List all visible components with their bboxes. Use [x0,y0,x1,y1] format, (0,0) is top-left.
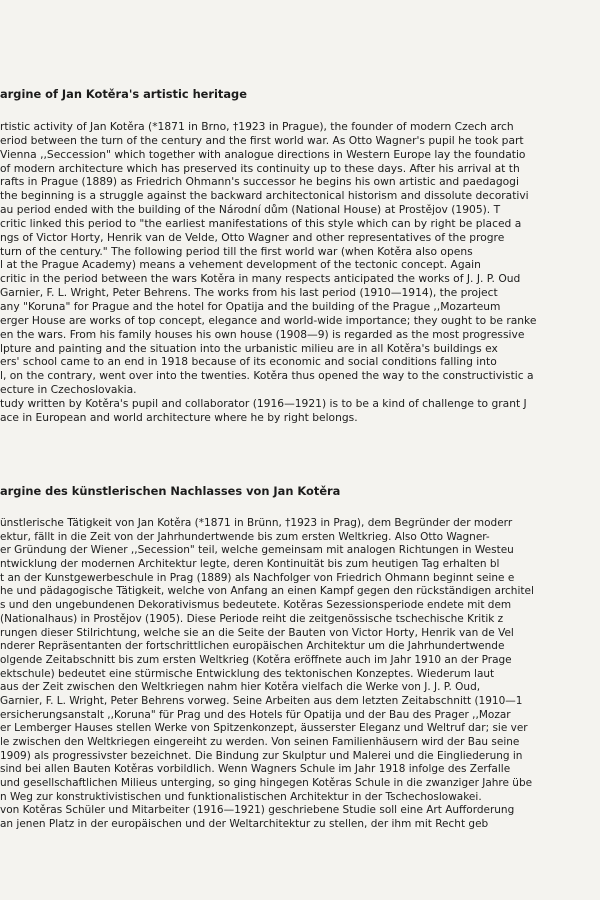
text-line: erger House are works of top concept, elegance and world-wide importance; they ought to be ranke [0,313,537,327]
text-line: critic in the period between the wars Kotěra in many respects anticipated the works of J. J. P. Oud [0,272,521,286]
text-line: und gesellschaftlichen Milieus unterging, so ging hingegen Kotěras Schule in die zwanziger Jahre übe [0,777,533,790]
text-line: ektschule) bedeutet eine stürmische Entwicklung des tektonischen Konzeptes. Wiederum laut [0,667,495,680]
text-line: er Lemberger Hauses stellen Werke von Spitzenkonzept, äusserster Eleganz und Weltruf dar; sie ver [0,722,528,735]
text-line: an jenen Platz in der europäischen und der Weltarchitektur zu stellen, der ihm mit Recht geb [0,818,489,831]
text-line: ecture in Czechoslovakia. [0,383,137,397]
text-line: the beginning is a struggle against the backward architectonical historism and dissolute decorativi [0,189,529,203]
text-line: t an der Kunstgewerbeschule in Prag (1889) als Nachfolger von Friedrich Ohmann beginnt seine e [0,571,515,584]
english-section [0,86,600,425]
german-heading: argine des künstlerischen Nachlasses von Jan Kotěra [0,484,341,498]
text-line: l at the Prague Academy) means a vehement development of the tectonic concept. Again [0,258,481,272]
text-line: nderer Repräsentanten der fortschrittlichen europäischen Architektur um die Jahrhundertwende [0,640,505,653]
text-line: rtistic activity of Jan Kotěra (*1871 in Brno, †1923 in Prague), the founder of modern Czech arch [0,120,514,133]
text-line: olgende Zeitabschnitt bis zum ersten Weltkrieg (Kotěra eröffnete auch im Jahr 1910 an der Prage [0,653,512,666]
english-body-text [0,120,600,425]
text-line: ünstlerische Tätigkeit von Jan Kotěra (*1871 in Brünn, †1923 in Prag), dem Begründer der moderr [0,517,513,529]
text-line: sind bei allen Bauten Kotěras vorbildlich. Wenn Wagners Schule im Jahr 1918 infolge des Zerfalle [0,763,511,776]
text-line: tudy written by Kotěra's pupil and collaborator (1916—1921) is to be a kind of challenge to grant J [0,396,527,410]
text-line: aus der Zeit zwischen den Weltkriegen nahm hier Kotěra vielfach die Werke von J. J. P. Oud, [0,681,481,694]
text-line: von Kotěras Schüler und Mitarbeiter (1916—1921) geschriebene Studie soll eine Art Aufforderung [0,804,515,817]
english-heading: argine of Jan Kotěra's artistic heritage [0,87,247,101]
text-line: ntwicklung der modernen Architektur legte, deren Kontinuität bis zum heutigen Tag erhalten bl [0,558,500,571]
text-line: Garnier, F. L. Wright, Peter Behrens. The works from his last period (1910—1914), the project [0,286,498,300]
text-line: ektur, fällt in die Zeit von der Jahrhundertwende bis zum ersten Weltkrieg. Also Otto Wagner- [0,530,490,543]
text-line: s und den ungebundenen Dekorativismus bedeutete. Kotěras Sezessionsperiode endete mit dem [0,599,512,612]
text-line: ersicherungsanstalt ,,Koruna" für Prag und des Hotels für Opatija und der Bau des Prager ,,Mozar [0,708,511,721]
text-line: rafts in Prague (1889) as Friedrich Ohmann's successor he begins his own artistic and paedagogi [0,175,519,189]
german-body-text [0,517,600,832]
text-line: er Gründung der Wiener ,,Secession" teil, welche gemeinsam mit analogen Richtungen in Westeu [0,544,514,557]
text-line: rungen dieser Stilrichtung, welche sie an die Seite der Bauten von Victor Horty, Henrik van de Vel [0,626,514,639]
text-line: ngs of Victor Horty, Henrik van de Velde, Otto Wagner and other representatives of the progre [0,230,505,244]
text-line: en the wars. From his family houses his own house (1908—9) is regarded as the most progressive [0,327,525,341]
text-line: ace in European and world architecture where he by right belongs. [0,410,358,424]
text-line: turn of the century." The following period till the first world war (when Kotěra also opens [0,244,473,258]
text-line: of modern architecture which has preserved its continuity up to these days. After his arrival at th [0,161,520,175]
text-line: Garnier, F. L. Wright, Peter Behrens vorweg. Seine Arbeiten aus dem letzten Zeitabschnitt (1910—1 [0,694,523,707]
text-line: au period ended with the building of the Národní dům (National House) at Prostějov (1905). T [0,203,501,217]
german-section [0,483,600,832]
text-line: ers' school came to an end in 1918 because of its economic and social conditions falling into [0,355,497,369]
text-line: lpture and painting and the situation into the urbanistic milieu are in all Kotěra's buildings ex [0,341,498,355]
text-line: Vienna ,,Seccession" which together with analogue directions in Western Europe lay the foundatio [0,147,526,161]
text-line: (Nationalhaus) in Prostějov (1905). Diese Periode reiht die zeitgenössische tschechische Kritik z [0,612,504,625]
text-line: n Weg zur konstruktivistischen und funktionalistischen Architektur in der Tschechoslowakei. [0,790,482,803]
text-line: l, on the contrary, went over into the twenties. Kotěra thus opened the way to the constructivistic a [0,369,534,383]
text-line: any "Koruna" for Prague and the hotel for Opatija and the building of the Prague ,,Mozarteum [0,299,501,313]
text-line: le zwischen den Weltkriegen eingereiht zu werden. Von seinen Familienhäusern wird der Bau seine [0,736,520,748]
text-line: he und pädagogische Tätigkeit, welche von Anfang an einen Kampf gegen den rückständigen architel [0,585,534,598]
text-line: critic linked this period to "the earliest manifestations of this style which can by right be placed a [0,216,522,230]
text-line: 1909) als progressivster bezeichnet. Die Bindung zur Skulptur und Malerei und die Eingliederung in [0,749,523,762]
text-line: eriod between the turn of the century and the first world war. As Otto Wagner's pupil he took part [0,133,524,147]
